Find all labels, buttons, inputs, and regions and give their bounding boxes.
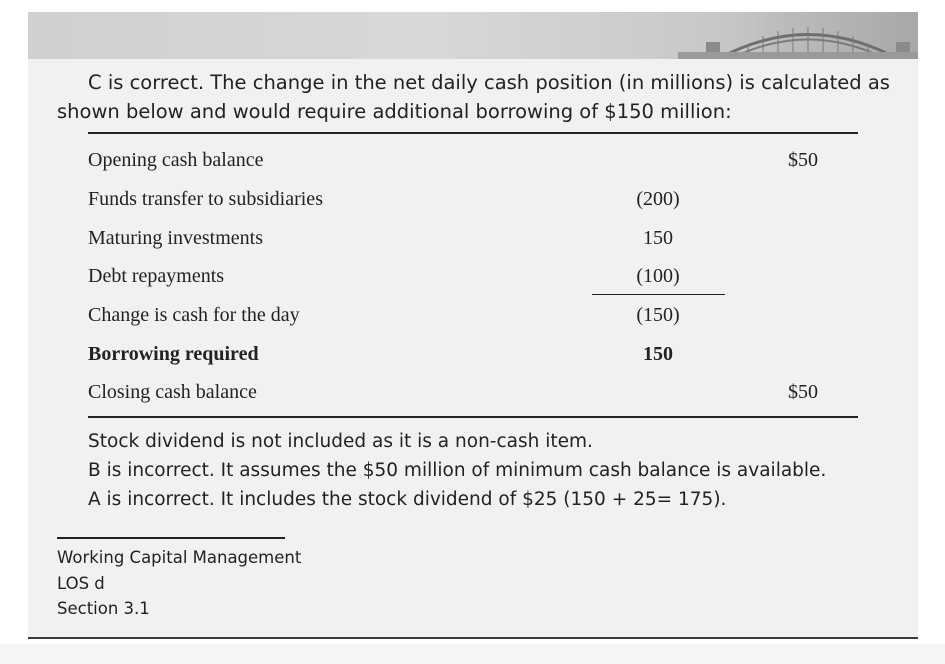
row-mid-value: (200): [636, 188, 680, 210]
table-row-highlight: [88, 339, 858, 369]
subtotal-rule: [592, 294, 725, 295]
row-mid-value: 150: [643, 227, 673, 249]
curriculum-references: [57, 545, 301, 622]
table-bottom-rule: [88, 416, 858, 418]
row-mid-value: (100): [636, 265, 680, 287]
note-line: Stock dividend is not included as it is a non-cash item.: [88, 431, 593, 452]
table-row: [88, 223, 858, 253]
footer-band: [0, 644, 945, 664]
row-label: Change is cash for the day: [88, 304, 300, 326]
row-mid-value: 150: [643, 343, 673, 365]
table-top-rule: [88, 132, 858, 134]
table-row: [88, 300, 858, 330]
page-bottom-rule: [28, 637, 918, 639]
intro-line-1: C is correct. The change in the net daily cash position (in millions) is calculated as: [88, 71, 890, 94]
note-line: A is incorrect. It includes the stock dividend of $25 (150 + 25= 175).: [88, 489, 727, 510]
header-banner: [28, 12, 918, 59]
table-row: [88, 261, 858, 291]
reference-reading: Working Capital Management: [57, 548, 302, 567]
table-row: [88, 184, 858, 214]
note-line: B is incorrect. It assumes the $50 million of minimum cash balance is available.: [88, 460, 827, 481]
reference-rule: [57, 537, 285, 539]
row-right-value: $50: [788, 381, 818, 403]
intro-text: [57, 68, 892, 126]
table-row: [88, 377, 858, 407]
reference-section: Section 3.1: [57, 599, 150, 618]
row-label: Opening cash balance: [88, 149, 264, 171]
row-label: Funds transfer to subsidiaries: [88, 188, 323, 210]
row-label: Closing cash balance: [88, 381, 257, 403]
reference-los: LOS d: [57, 573, 105, 593]
row-label: Maturing investments: [88, 227, 263, 249]
bridge-image: [678, 12, 918, 59]
row-label: Debt repayments: [88, 265, 225, 287]
explanation-notes: [88, 427, 826, 514]
row-label: Borrowing required: [88, 343, 259, 365]
row-mid-value: (150): [636, 304, 680, 326]
intro-line-2: shown below and would require additional borrowing of $150 million:: [57, 100, 732, 123]
row-right-value: $50: [788, 149, 818, 171]
table-row: [88, 145, 858, 175]
